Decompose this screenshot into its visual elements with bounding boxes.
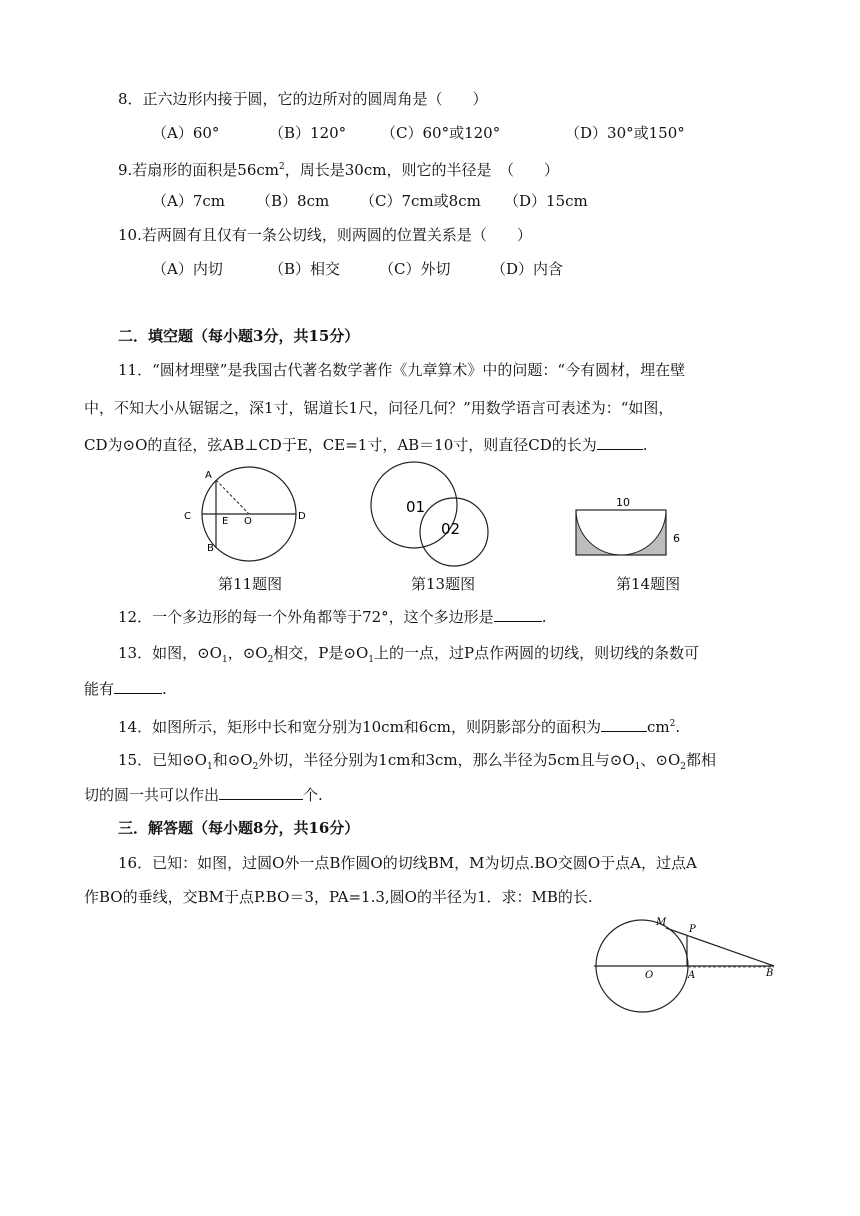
q14-text: [118, 714, 680, 737]
q13-part-b: ，⊙O: [227, 644, 268, 662]
q8-option-b: （B）120°: [269, 124, 347, 142]
q9-stem: [118, 157, 559, 180]
q14-stem: 14．如图所示，矩形中长和宽分别为10cm和6cm，则阴影部分的面积为: [118, 718, 601, 736]
fig14-caption: 第14题图: [616, 575, 681, 593]
q15-part-a: 15．已知⊙O: [118, 751, 207, 769]
q10-option-c: （C）外切: [379, 260, 451, 278]
q8-option-d: （D）30°或150°: [565, 124, 685, 142]
q15-line1: [118, 750, 716, 777]
fig14-label-width: 6: [673, 532, 680, 545]
fig13-label-o2: 02: [441, 520, 461, 538]
q11-line3-end: .: [642, 436, 648, 454]
q10-stem: 10.若两圆有且仅有一条公切线，则两圆的位置关系是（ ）: [118, 226, 532, 244]
q13-part-d: 上的一点，过P点作两圆的切线，则切线的条数可: [374, 644, 700, 662]
q8-stem: 8．正六边形内接于圆，它的边所对的圆周角是（ ）: [118, 90, 488, 108]
q13-line2-text: 能有: [84, 680, 115, 698]
fig16-label-p: P: [689, 924, 696, 935]
q16-line2: 作BO的垂线，交BM于点P.BO＝3，PA=1.3,圆O的半径为1．求：MB的长.: [84, 888, 593, 906]
section3-heading: 三．解答题（每小题8分，共16分）: [118, 819, 360, 837]
fig11-label-c: C: [184, 511, 191, 522]
fig16-label-m: M: [656, 917, 667, 928]
section2-heading: 二．填空题（每小题3分，共15分）: [118, 327, 360, 345]
q11-answer-blank: [597, 435, 643, 450]
q10-option-d: （D）内含: [491, 260, 564, 278]
q12-text: [118, 607, 546, 627]
q15-sub-3: 1: [634, 762, 641, 772]
q15-sub-1: 1: [206, 762, 213, 772]
figure-11: [178, 466, 318, 566]
q9-options: [152, 191, 588, 211]
fig11-caption: 第11题图: [218, 575, 283, 593]
q10-option-b: （B）相交: [269, 260, 341, 278]
fig13-caption: 第13题图: [411, 575, 476, 593]
q9-superscript: 2: [279, 162, 285, 172]
fig14-label-length: 10: [616, 496, 630, 509]
q13-answer-blank: [114, 679, 162, 694]
q8-option-a: （A）60°: [152, 124, 220, 142]
q9-option-a: （A）7cm: [152, 192, 226, 210]
q14-end: .: [675, 718, 681, 736]
q10-option-a: （A）内切: [152, 260, 223, 278]
q15-line2-text: 切的圆一共可以作出: [84, 786, 220, 804]
q11-line3-text: CD为⊙O的直径，弦AB⊥CD于E，CE=1寸，AB＝10寸，则直径CD的长为: [84, 436, 597, 454]
q15-answer-blank: [219, 785, 303, 800]
q11-line3: [84, 435, 648, 455]
q9-stem-rest: ，周长是30cm，则它的半径是 （ ）: [284, 161, 559, 179]
q15-part-c: 外切，半径分别为1cm和3cm，那么半径为5cm且与⊙O: [258, 751, 635, 769]
q15-part-b: 和⊙O: [212, 751, 253, 769]
q15-line2-end: 个.: [303, 786, 323, 804]
q11-line2: 中，不知大小从锯锯之，深1寸，锯道长1尺，问径几何？”用数学语言可表述为：“如图，: [84, 399, 674, 417]
q16-line1: 16．已知：如图，过圆O外一点B作圆O的切线BM，M为切点.BO交圆O于点A，过点A: [118, 854, 697, 872]
fig11-label-o: O: [244, 516, 252, 527]
q13-sub-3: 1: [368, 655, 374, 665]
q8-options: [152, 123, 685, 143]
figure-14: [572, 492, 692, 564]
q14-unit-sup: 2: [669, 719, 676, 729]
q15-sub-4: 2: [680, 762, 687, 772]
q9-option-d: （D）15cm: [504, 192, 588, 210]
fig16-label-a: A: [688, 970, 696, 981]
q15-part-e: 都相: [686, 751, 717, 769]
q9-stem-text: 9.若扇形的面积是56cm: [118, 161, 280, 179]
q15-part-d: 、⊙O: [640, 751, 681, 769]
q15-sub-2: 2: [252, 762, 259, 772]
q13-line2: [84, 679, 167, 699]
q12-end: .: [541, 608, 547, 626]
q14-unit: cm: [646, 718, 670, 736]
fig11-label-e: E: [222, 516, 229, 527]
fig16-label-b: B: [766, 968, 774, 979]
q9-option-b: （B）8cm: [256, 192, 330, 210]
fig11-label-b: B: [207, 543, 214, 554]
figure-13: [366, 460, 496, 570]
q10-options: [152, 259, 563, 279]
q14-answer-blank: [601, 717, 647, 732]
fig16-label-o: O: [645, 970, 654, 981]
q13-part-c: 相交，P是⊙O: [273, 644, 369, 662]
q13-line1: [118, 643, 699, 670]
q13-sub-1: 1: [221, 655, 228, 665]
fig11-label-d: D: [298, 511, 306, 522]
q13-line2-end: .: [162, 680, 167, 698]
q15-line2: [84, 785, 323, 805]
q12-stem: 12．一个多边形的每一个外角都等于72°，这个多边形是: [118, 608, 494, 626]
q12-answer-blank: [494, 607, 542, 622]
fig13-label-o1: 01: [406, 498, 426, 516]
q9-option-c: （C）7cm或8cm: [360, 192, 481, 210]
q13-sub-2: 2: [267, 655, 274, 665]
fig11-label-a: A: [205, 470, 212, 481]
q11-line1: 11．“圆材埋壁”是我国古代著名数学著作《九章算术》中的问题：“今有圆材，埋在壁: [118, 361, 686, 379]
q13-part-a: 13．如图，⊙O: [118, 644, 222, 662]
q8-option-c: （C）60°或120°: [381, 124, 501, 142]
figure-16: [590, 914, 790, 1016]
